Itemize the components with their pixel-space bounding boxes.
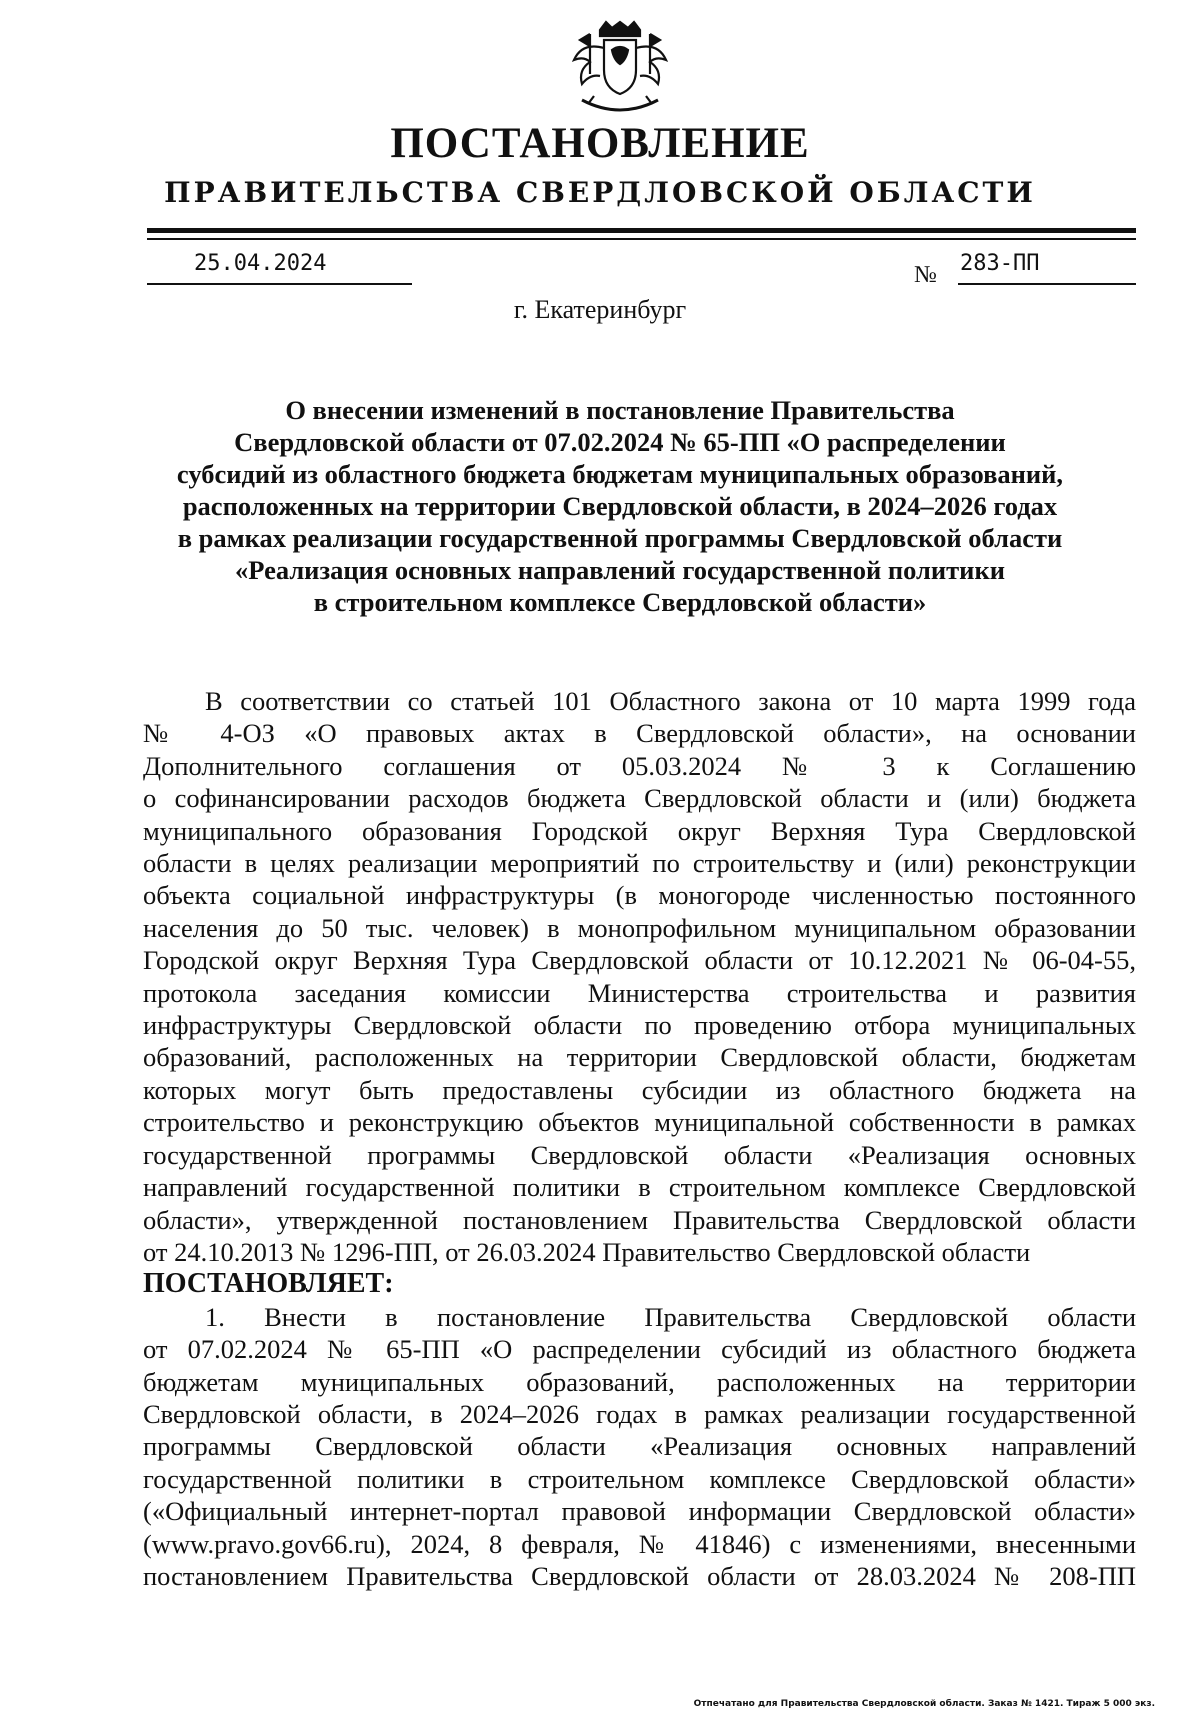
body-line: Свердловской области, в 2024–2026 годах в рамках реализации государственной <box>143 1398 1136 1429</box>
heading-line: «Реализация основных направлений государственной политики <box>234 555 1005 585</box>
heading-line: О внесении изменений в постановление Правительства <box>285 395 955 425</box>
body-line: о софинансировании расходов бюджета Свердловской области и (или) бюджета <box>143 783 1136 814</box>
issuing-authority: ПРАВИТЕЛЬСТВА СВЕРДЛОВСКОЙ ОБЛАСТИ <box>164 176 1036 209</box>
body-line: («Официальный интернет-портал правовой информации Свердловской области» <box>143 1496 1136 1527</box>
document-date: 25.04.2024 <box>194 251 327 276</box>
heading-line: в рамках реализации государственной программы Свердловской области <box>177 523 1063 553</box>
body-line: программы Свердловской области «Реализация основных направлений <box>143 1431 1136 1462</box>
document-body <box>143 685 1136 1592</box>
heading-line: субсидий из областного бюджета бюджетам муниципальных образований, <box>176 459 1064 489</box>
body-line: 1. Внести в постановление Правительства Свердловской области <box>205 1301 1136 1332</box>
heading-line: Свердловской области от 07.02.2024 № 65-ПП «О распределении <box>234 427 1006 457</box>
body-line: от 07.02.2024 № 65-ПП «О распределении субсидий из областного бюджета <box>143 1334 1136 1365</box>
document-number: 283-ПП <box>960 251 1040 276</box>
body-line: от 24.10.2013 № 1296-ПП, от 26.03.2024 Правительство Свердловской области <box>143 1236 1031 1267</box>
body-line: образований, расположенных на территории Свердловской области, бюджетам <box>143 1042 1136 1073</box>
body-line: государственной политики в строительном комплексе Свердловской области» <box>143 1463 1136 1494</box>
body-line: которых могут быть предоставлены субсидии из областного бюджета на <box>143 1074 1136 1105</box>
body-line: объекта социальной инфраструктуры (в моногороде численностью постоянного <box>143 880 1136 911</box>
document-title: ПОСТАНОВЛЕНИЕ <box>390 120 810 167</box>
document-heading <box>140 394 1100 618</box>
body-line: населения до 50 тыс. человек) в монопрофильном муниципальном образовании <box>143 912 1136 943</box>
body-line: строительство и реконструкцию объектов муниципальной собственности в рамках <box>143 1107 1136 1138</box>
body-line: государственной программы Свердловской области «Реализация основных <box>143 1139 1136 1170</box>
body-line: инфраструктуры Свердловской области по проведению отбора муниципальных <box>143 1010 1136 1041</box>
resolves-keyword: ПОСТАНОВЛЯЕТ: <box>143 1268 394 1300</box>
number-underline <box>958 283 1136 285</box>
body-line: муниципального образования Городской округ Верхняя Тура Свердловской <box>143 815 1136 846</box>
coat-of-arms-icon <box>560 20 680 120</box>
header-rule-thick <box>147 228 1136 233</box>
heading-line: в строительном комплексе Свердловской области» <box>313 587 927 617</box>
number-sign: № <box>914 262 937 288</box>
body-line: В соответствии со статьей 101 Областного закона от 10 марта 1999 года <box>205 686 1136 716</box>
body-line: области», утвержденной постановлением Правительства Свердловской области <box>143 1204 1136 1235</box>
document-city: г. Екатеринбург <box>513 295 687 324</box>
print-info: Отпечатано для Правительства Свердловской области. Заказ № 1421. Тираж 5 000 экз. <box>693 1699 1155 1709</box>
body-line: (www.pravo.gov66.ru), 2024, 8 февраля, № 41846) с изменениями, внесенными <box>143 1528 1136 1559</box>
body-line: области в целях реализации мероприятий по строительству и (или) реконструкции <box>143 848 1136 879</box>
header-rule-thin <box>147 238 1136 240</box>
body-line: № 4-ОЗ «О правовых актах в Свердловской области», на основании <box>143 718 1136 749</box>
body-line: постановлением Правительства Свердловской области от 28.03.2024 № 208-ПП <box>143 1560 1136 1591</box>
body-line: Дополнительного соглашения от 05.03.2024 № 3 к Соглашению <box>143 750 1136 781</box>
body-line: бюджетам муниципальных образований, расположенных на территории <box>143 1366 1136 1397</box>
body-line: Городской округ Верхняя Тура Свердловской области от 10.12.2021 № 06-04-55, <box>143 945 1136 976</box>
body-line: направлений государственной политики в строительном комплексе Свердловской <box>143 1172 1136 1203</box>
heading-line: расположенных на территории Свердловской области, в 2024–2026 годах <box>182 491 1058 521</box>
date-underline <box>147 283 412 285</box>
body-line: протокола заседания комиссии Министерства строительства и развития <box>143 977 1136 1008</box>
